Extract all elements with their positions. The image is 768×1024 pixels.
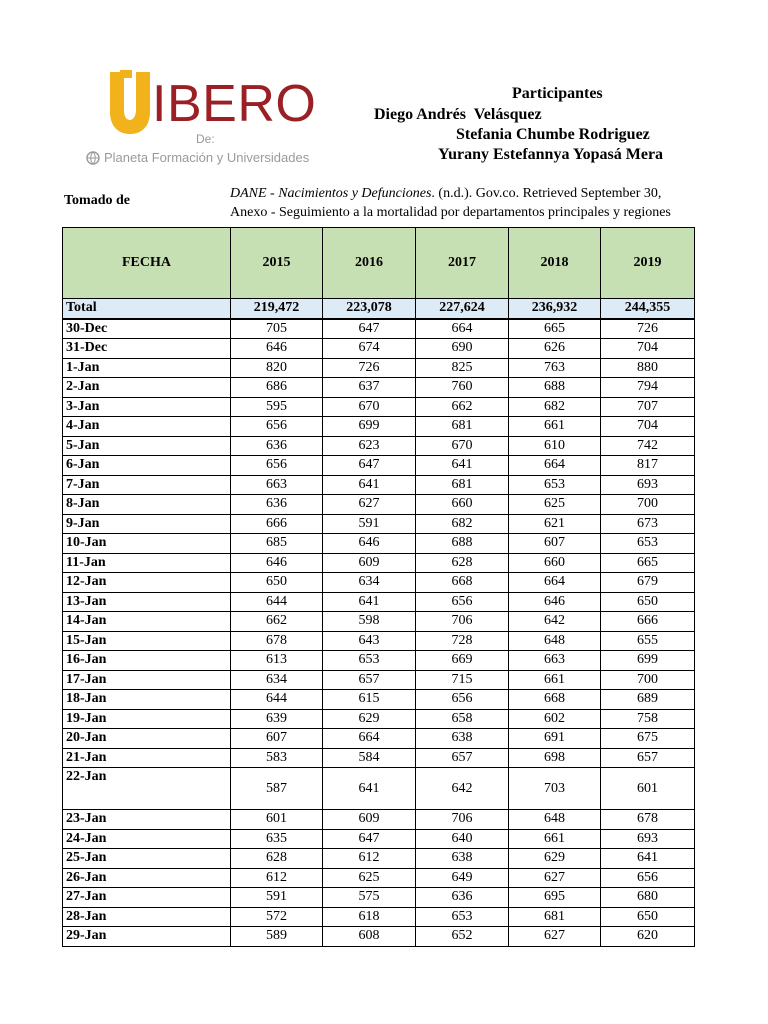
value-cell: 669 — [416, 651, 509, 671]
date-cell: 26-Jan — [63, 868, 231, 888]
value-cell: 763 — [509, 358, 601, 378]
header-year: 2017 — [416, 228, 509, 299]
value-cell: 648 — [509, 810, 601, 830]
value-cell: 625 — [323, 868, 416, 888]
value-cell: 607 — [231, 729, 323, 749]
value-cell: 637 — [323, 378, 416, 398]
value-cell: 601 — [601, 768, 695, 810]
value-cell: 623 — [323, 436, 416, 456]
date-cell: 31-Dec — [63, 339, 231, 359]
total-cell: 227,624 — [416, 299, 509, 319]
value-cell: 688 — [509, 378, 601, 398]
value-cell: 657 — [323, 670, 416, 690]
table-row — [63, 417, 695, 437]
value-cell: 656 — [416, 592, 509, 612]
table-row — [63, 378, 695, 398]
date-cell: 21-Jan — [63, 748, 231, 768]
value-cell: 607 — [509, 534, 601, 554]
mortality-table — [62, 227, 695, 947]
value-cell: 699 — [323, 417, 416, 437]
value-cell: 704 — [601, 339, 695, 359]
table-row — [63, 810, 695, 830]
value-cell: 638 — [416, 849, 509, 869]
value-cell: 665 — [601, 553, 695, 573]
table-row — [63, 690, 695, 710]
value-cell: 636 — [416, 888, 509, 908]
value-cell: 661 — [509, 829, 601, 849]
value-cell: 666 — [231, 514, 323, 534]
total-row — [63, 299, 695, 319]
value-cell: 646 — [323, 534, 416, 554]
value-cell: 680 — [601, 888, 695, 908]
value-cell: 760 — [416, 378, 509, 398]
value-cell: 641 — [416, 456, 509, 476]
value-cell: 609 — [323, 553, 416, 573]
value-cell: 653 — [416, 907, 509, 927]
value-cell: 689 — [601, 690, 695, 710]
date-cell: 17-Jan — [63, 670, 231, 690]
value-cell: 627 — [509, 868, 601, 888]
date-cell: 20-Jan — [63, 729, 231, 749]
value-cell: 627 — [323, 495, 416, 515]
value-cell: 629 — [323, 709, 416, 729]
table-header-row — [63, 228, 695, 299]
value-cell: 650 — [601, 907, 695, 927]
value-cell: 682 — [509, 397, 601, 417]
value-cell: 610 — [509, 436, 601, 456]
value-cell: 591 — [323, 514, 416, 534]
table-row — [63, 514, 695, 534]
date-cell: 28-Jan — [63, 907, 231, 927]
value-cell: 644 — [231, 690, 323, 710]
total-cell: 223,078 — [323, 299, 416, 319]
table-row — [63, 670, 695, 690]
table-row — [63, 709, 695, 729]
value-cell: 880 — [601, 358, 695, 378]
value-cell: 666 — [601, 612, 695, 632]
date-cell: 19-Jan — [63, 709, 231, 729]
value-cell: 664 — [509, 456, 601, 476]
date-cell: 9-Jan — [63, 514, 231, 534]
brand-name: IBERO — [152, 75, 317, 133]
date-cell: 23-Jan — [63, 810, 231, 830]
table-row — [63, 456, 695, 476]
table-row — [63, 475, 695, 495]
value-cell: 587 — [231, 768, 323, 810]
value-cell: 641 — [601, 849, 695, 869]
globe-icon — [86, 151, 100, 165]
value-cell: 656 — [231, 417, 323, 437]
value-cell: 825 — [416, 358, 509, 378]
value-cell: 601 — [231, 810, 323, 830]
table-row — [63, 829, 695, 849]
date-cell: 24-Jan — [63, 829, 231, 849]
source-retrieved: . (n.d.). Gov.co. Retrieved September 30, — [431, 186, 662, 201]
total-cell: 236,932 — [509, 299, 601, 319]
value-cell: 794 — [601, 378, 695, 398]
table-row — [63, 534, 695, 554]
participant-name: Yurany Estefannya Yopasá Mera — [438, 146, 664, 163]
value-cell: 575 — [323, 888, 416, 908]
value-cell: 670 — [323, 397, 416, 417]
header-year: 2018 — [509, 228, 601, 299]
value-cell: 685 — [231, 534, 323, 554]
value-cell: 664 — [509, 573, 601, 593]
table-row — [63, 907, 695, 927]
table-row — [63, 592, 695, 612]
value-cell: 656 — [231, 456, 323, 476]
value-cell: 648 — [509, 631, 601, 651]
table-row — [63, 573, 695, 593]
date-cell: 12-Jan — [63, 573, 231, 593]
value-cell: 662 — [231, 612, 323, 632]
value-cell: 706 — [416, 810, 509, 830]
value-cell: 670 — [416, 436, 509, 456]
value-cell: 649 — [416, 868, 509, 888]
source-label: Tomado de — [64, 193, 131, 208]
value-cell: 615 — [323, 690, 416, 710]
header-fecha: FECHA — [63, 228, 231, 299]
participant-name: Diego Andrés Velásquez — [374, 106, 542, 123]
value-cell: 628 — [416, 553, 509, 573]
value-cell: 635 — [231, 829, 323, 849]
value-cell: 609 — [323, 810, 416, 830]
value-cell: 652 — [416, 927, 509, 947]
value-cell: 620 — [601, 927, 695, 947]
date-cell: 25-Jan — [63, 849, 231, 869]
date-cell: 3-Jan — [63, 397, 231, 417]
value-cell: 699 — [601, 651, 695, 671]
date-cell: 10-Jan — [63, 534, 231, 554]
value-cell: 662 — [416, 397, 509, 417]
value-cell: 668 — [509, 690, 601, 710]
value-cell: 647 — [323, 456, 416, 476]
source-citation — [230, 184, 694, 222]
date-cell: 18-Jan — [63, 690, 231, 710]
value-cell: 618 — [323, 907, 416, 927]
table-row — [63, 436, 695, 456]
brand-de-label: De: — [196, 132, 215, 146]
value-cell: 690 — [416, 339, 509, 359]
value-cell: 639 — [231, 709, 323, 729]
value-cell: 681 — [416, 475, 509, 495]
value-cell: 625 — [509, 495, 601, 515]
table-row — [63, 748, 695, 768]
value-cell: 681 — [416, 417, 509, 437]
value-cell: 583 — [231, 748, 323, 768]
value-cell: 700 — [601, 495, 695, 515]
value-cell: 678 — [601, 810, 695, 830]
value-cell: 636 — [231, 495, 323, 515]
value-cell: 657 — [416, 748, 509, 768]
date-cell: 2-Jan — [63, 378, 231, 398]
value-cell: 641 — [323, 768, 416, 810]
value-cell: 675 — [601, 729, 695, 749]
value-cell: 656 — [416, 690, 509, 710]
value-cell: 679 — [601, 573, 695, 593]
value-cell: 660 — [416, 495, 509, 515]
table-row — [63, 397, 695, 417]
value-cell: 642 — [416, 768, 509, 810]
value-cell: 664 — [416, 319, 509, 339]
date-cell: 13-Jan — [63, 592, 231, 612]
table-row — [63, 868, 695, 888]
value-cell: 602 — [509, 709, 601, 729]
value-cell: 681 — [509, 907, 601, 927]
value-cell: 629 — [509, 849, 601, 869]
value-cell: 657 — [601, 748, 695, 768]
value-cell: 638 — [416, 729, 509, 749]
table-row — [63, 358, 695, 378]
participant-name: Stefania Chumbe Rodriguez — [456, 126, 650, 143]
value-cell: 742 — [601, 436, 695, 456]
value-cell: 704 — [601, 417, 695, 437]
value-cell: 665 — [509, 319, 601, 339]
value-cell: 820 — [231, 358, 323, 378]
value-cell: 634 — [231, 670, 323, 690]
header-year: 2015 — [231, 228, 323, 299]
value-cell: 598 — [323, 612, 416, 632]
value-cell: 653 — [323, 651, 416, 671]
table-row — [63, 631, 695, 651]
value-cell: 661 — [509, 670, 601, 690]
date-cell: 5-Jan — [63, 436, 231, 456]
value-cell: 634 — [323, 573, 416, 593]
value-cell: 647 — [323, 829, 416, 849]
value-cell: 726 — [601, 319, 695, 339]
total-cell: 219,472 — [231, 299, 323, 319]
total-cell: 244,355 — [601, 299, 695, 319]
value-cell: 700 — [601, 670, 695, 690]
header-year: 2016 — [323, 228, 416, 299]
value-cell: 686 — [231, 378, 323, 398]
value-cell: 726 — [323, 358, 416, 378]
value-cell: 650 — [601, 592, 695, 612]
value-cell: 693 — [601, 829, 695, 849]
value-cell: 613 — [231, 651, 323, 671]
table-row — [63, 651, 695, 671]
table-row — [63, 612, 695, 632]
value-cell: 646 — [509, 592, 601, 612]
value-cell: 628 — [231, 849, 323, 869]
date-cell: 27-Jan — [63, 888, 231, 908]
value-cell: 715 — [416, 670, 509, 690]
value-cell: 572 — [231, 907, 323, 927]
value-cell: 707 — [601, 397, 695, 417]
value-cell: 691 — [509, 729, 601, 749]
date-cell: 16-Jan — [63, 651, 231, 671]
value-cell: 591 — [231, 888, 323, 908]
value-cell: 674 — [323, 339, 416, 359]
value-cell: 641 — [323, 592, 416, 612]
date-cell: 1-Jan — [63, 358, 231, 378]
value-cell: 653 — [509, 475, 601, 495]
value-cell: 663 — [509, 651, 601, 671]
table-row — [63, 553, 695, 573]
value-cell: 650 — [231, 573, 323, 593]
date-cell: 22-Jan — [63, 768, 231, 810]
value-cell: 673 — [601, 514, 695, 534]
value-cell: 653 — [601, 534, 695, 554]
table-row — [63, 888, 695, 908]
table-row — [63, 729, 695, 749]
value-cell: 584 — [323, 748, 416, 768]
value-cell: 640 — [416, 829, 509, 849]
value-cell: 758 — [601, 709, 695, 729]
table-row — [63, 495, 695, 515]
value-cell: 728 — [416, 631, 509, 651]
value-cell: 678 — [231, 631, 323, 651]
date-cell: 30-Dec — [63, 319, 231, 339]
value-cell: 646 — [231, 553, 323, 573]
total-label: Total — [63, 299, 231, 319]
value-cell: 647 — [323, 319, 416, 339]
source-annex: Anexo - Seguimiento a la mortalidad por departamentos principales y regiones — [230, 205, 671, 220]
value-cell: 646 — [231, 339, 323, 359]
planeta-row — [86, 150, 309, 165]
value-cell: 703 — [509, 768, 601, 810]
date-cell: 4-Jan — [63, 417, 231, 437]
value-cell: 664 — [323, 729, 416, 749]
value-cell: 663 — [231, 475, 323, 495]
value-cell: 668 — [416, 573, 509, 593]
value-cell: 695 — [509, 888, 601, 908]
value-cell: 641 — [323, 475, 416, 495]
value-cell: 621 — [509, 514, 601, 534]
date-cell: 11-Jan — [63, 553, 231, 573]
date-cell: 29-Jan — [63, 927, 231, 947]
value-cell: 658 — [416, 709, 509, 729]
value-cell: 706 — [416, 612, 509, 632]
participants-title: Participantes — [512, 85, 603, 102]
value-cell: 608 — [323, 927, 416, 947]
value-cell: 660 — [509, 553, 601, 573]
value-cell: 612 — [231, 868, 323, 888]
source-title: DANE - Nacimientos y Defunciones — [230, 186, 432, 201]
value-cell: 655 — [601, 631, 695, 651]
date-cell: 15-Jan — [63, 631, 231, 651]
date-cell: 8-Jan — [63, 495, 231, 515]
table-row — [63, 768, 695, 810]
value-cell: 644 — [231, 592, 323, 612]
table-row — [63, 319, 695, 339]
value-cell: 682 — [416, 514, 509, 534]
value-cell: 688 — [416, 534, 509, 554]
value-cell: 656 — [601, 868, 695, 888]
table-row — [63, 849, 695, 869]
value-cell: 627 — [509, 927, 601, 947]
date-cell: 7-Jan — [63, 475, 231, 495]
value-cell: 705 — [231, 319, 323, 339]
value-cell: 626 — [509, 339, 601, 359]
value-cell: 636 — [231, 436, 323, 456]
date-cell: 14-Jan — [63, 612, 231, 632]
date-cell: 6-Jan — [63, 456, 231, 476]
value-cell: 693 — [601, 475, 695, 495]
value-cell: 595 — [231, 397, 323, 417]
value-cell: 612 — [323, 849, 416, 869]
table-row — [63, 339, 695, 359]
header-year: 2019 — [601, 228, 695, 299]
value-cell: 698 — [509, 748, 601, 768]
value-cell: 817 — [601, 456, 695, 476]
value-cell: 661 — [509, 417, 601, 437]
value-cell: 589 — [231, 927, 323, 947]
value-cell: 643 — [323, 631, 416, 651]
table-row — [63, 927, 695, 947]
planeta-text: Planeta Formación y Universidades — [104, 150, 310, 165]
value-cell: 642 — [509, 612, 601, 632]
